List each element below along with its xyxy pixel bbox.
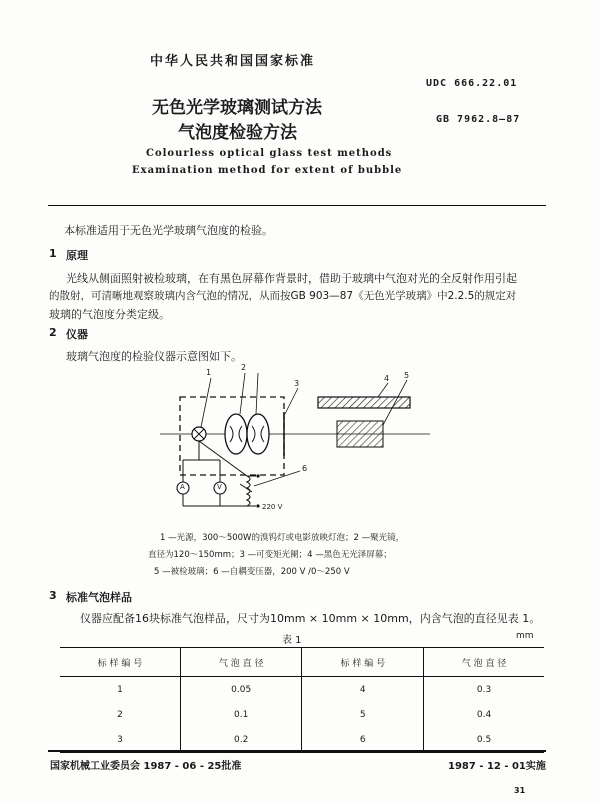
- label-5: 5: [404, 371, 410, 380]
- table-cell: 2: [117, 709, 123, 720]
- bubble-sample-table: [60, 647, 544, 753]
- header-bubble-diameter: 气 泡 直 径: [424, 648, 544, 677]
- english-title-line-2: Examination method for extent of bubble: [132, 165, 403, 176]
- section-1-title: 原理: [66, 249, 88, 262]
- table-cell: 0.1: [180, 702, 302, 727]
- condenser-lens-icon: [225, 414, 247, 454]
- table-header-row: [60, 648, 544, 677]
- autotransformer-icon: [247, 476, 250, 506]
- label-2: 2: [241, 363, 247, 372]
- figure-caption-line-2: 直径为120～150mm；3 —可变矩光阑；4 —黑色无光泽屏幕；: [148, 550, 392, 560]
- section-3-text: 仪器应配备16块标准气泡样品，尺寸为10mm × 10mm × 10mm，内含气泡的直径见表 1。: [80, 612, 541, 625]
- section-3-number: 3: [49, 589, 57, 602]
- footer-divider: [48, 750, 546, 752]
- table-cell: 4: [302, 677, 424, 703]
- table-cell: 6: [302, 727, 424, 753]
- condenser-lens-icon: [247, 414, 269, 454]
- black-screen: [318, 397, 410, 408]
- table-row: [60, 677, 544, 703]
- section-1-line-2: 的散射，可清晰地观察玻璃内含气泡的情况，从而按GB 903—87《无色光学玻璃》中2.2.5的规定对: [49, 290, 517, 302]
- section-1-number: 1: [49, 247, 57, 260]
- approval-line: 国家机械工业委员会 1987 - 06 - 25批准: [50, 761, 242, 772]
- scope-statement: 本标准适用于无色光学玻璃气泡度的检验。: [64, 224, 273, 237]
- title-line-2: 气泡度检验方法: [178, 123, 297, 143]
- table-unit: mm: [516, 631, 534, 641]
- standard-number: GB 7962.8—87: [436, 114, 521, 125]
- table-cell: 0.5: [424, 727, 544, 753]
- label-6: 6: [302, 464, 308, 473]
- table-cell: 0.05: [180, 677, 302, 703]
- header-sample-no: 标 样 编 号: [302, 648, 424, 677]
- figure-caption-line-1: 1 —光源，300～500W的溴钨灯或电影放映灯泡；2 —聚光镜，: [160, 533, 405, 543]
- effective-date: 1987 - 12 - 01实施: [448, 761, 546, 772]
- section-3-title: 标准气泡样品: [66, 591, 132, 604]
- header-sample-no: 标 样 编 号: [60, 648, 180, 677]
- table-row: [60, 727, 544, 753]
- section-1-line-1: 光线从侧面照射被检玻璃，在有黑色屏幕作背景时，借助于玻璃中气泡对光的全反射作用引起: [66, 272, 517, 285]
- voltage-label: 220 V: [262, 503, 283, 511]
- page-number: 31: [514, 786, 526, 795]
- label-1: 1: [206, 368, 212, 377]
- section-2-number: 2: [49, 326, 57, 339]
- label-4: 4: [384, 374, 390, 383]
- section-2-text: 玻璃气泡度的检验仪器示意图如下。: [66, 350, 242, 363]
- table-cell: 5: [302, 702, 424, 727]
- label-3: 3: [294, 379, 300, 388]
- header-bubble-diameter: 气 泡 直 径: [180, 648, 302, 677]
- table-cell: 1: [117, 684, 123, 695]
- table-title: 表 1: [282, 635, 302, 646]
- issuing-authority: 中华人民共和国国家标准: [150, 54, 316, 69]
- glass-sample: [337, 421, 383, 447]
- figure-caption-line-3: 5 —被检玻璃；6 —自耦变压器，200 V /0～250 V: [154, 567, 350, 577]
- voltmeter-label: V: [217, 483, 222, 491]
- section-1-line-3: 玻璃的气泡度分类定级。: [49, 308, 170, 321]
- section-2-title: 仪器: [66, 328, 88, 341]
- table-cell: 0.3: [424, 677, 544, 703]
- table-cell: 3: [117, 734, 123, 745]
- table-cell: 0.2: [180, 727, 302, 753]
- table-cell: 0.4: [424, 702, 544, 727]
- title-line-1: 无色光学玻璃测试方法: [152, 98, 322, 118]
- ammeter-label: A: [180, 483, 185, 491]
- table-row: [60, 702, 544, 727]
- english-title-line-1: Colourless optical glass test methods: [146, 148, 393, 159]
- udc-number: UDC 666.22.01: [426, 78, 518, 89]
